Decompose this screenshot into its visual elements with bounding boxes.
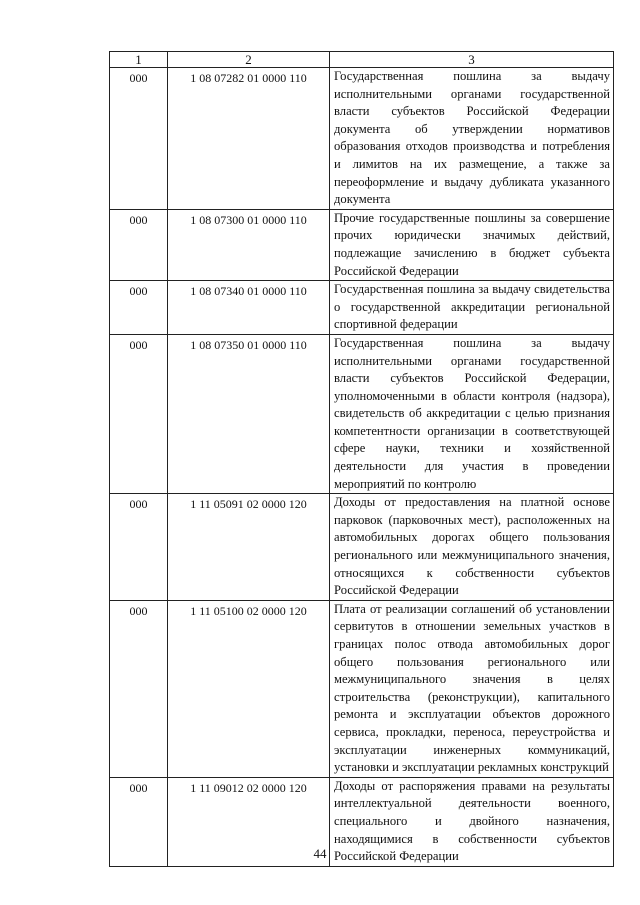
admin-code-cell: 000	[110, 777, 168, 866]
header-row	[110, 52, 614, 68]
revenue-description-cell: Государственная пошлина за выдачу свидетельства о государственной аккредитации региональной спортивной федерации	[330, 281, 614, 335]
revenue-code-cell: 1 11 09012 02 0000 120	[168, 777, 330, 866]
revenue-code-cell: 1 08 07340 01 0000 110	[168, 281, 330, 335]
revenue-code-cell: 1 11 05091 02 0000 120	[168, 494, 330, 601]
admin-code-cell: 000	[110, 334, 168, 493]
table-row	[110, 494, 614, 601]
admin-code-cell: 000	[110, 281, 168, 335]
revenue-code-cell: 1 08 07350 01 0000 110	[168, 334, 330, 493]
column-header: 3	[330, 52, 614, 68]
revenue-description-cell: Доходы от распоряжения правами на результаты интеллектуальной деятельности военного, специального и двойного назначения, находящимися в собственности субъектов Российской Федерации	[330, 777, 614, 866]
revenue-description-cell: Прочие государственные пошлины за совершение прочих юридически значимых действий, подлежащие зачислению в бюджет субъекта Российской Федерации	[330, 209, 614, 280]
revenue-code-cell: 1 11 05100 02 0000 120	[168, 600, 330, 777]
page-number: 44	[313, 846, 327, 861]
column-header: 1	[110, 52, 168, 68]
revenue-description-cell: Доходы от предоставления на платной основе парковок (парковочных мест), расположенных на автомобильных дорогах общего пользования регионального или межмуниципального значения, относящихся к собственности субъектов Российской Федерации	[330, 494, 614, 601]
revenue-description-cell: Государственная пошлина за выдачу исполнительными органами государственной власти субъектов Российской Федерации, уполномоченными в области контроля (надзора), свидетельств об аккредитации с целью признания компетентности организации в соответствующей сфере науки, техники и хозяйственной деятельности для участия в проведении мероприятий по контролю	[330, 334, 614, 493]
table-row	[110, 209, 614, 280]
revenue-code-cell: 1 08 07282 01 0000 110	[168, 68, 330, 210]
admin-code-cell: 000	[110, 68, 168, 210]
admin-code-cell: 000	[110, 209, 168, 280]
column-header: 2	[168, 52, 330, 68]
admin-code-cell: 000	[110, 600, 168, 777]
table-row	[110, 68, 614, 210]
revenue-description-cell: Государственная пошлина за выдачу исполнительными органами государственной власти субъектов Российской Федерации документа об утверждении нормативов образования отходов производства и потребления и лимитов на их размещение, а также за переоформление и выдачу дубликата указанного документа	[330, 68, 614, 210]
revenue-description-cell: Плата от реализации соглашений об установлении сервитутов в отношении земельных участков в границах полос отвода автомобильных дорог общего пользования регионального или межмуниципального значения в целях строительства (реконструкции), капитального ремонта и эксплуатации объектов дорожного сервиса, прокладки, переноса, переустройства и эксплуатации инженерных коммуникаций, установки и эксплуатации рекламных конструкций	[330, 600, 614, 777]
revenue-codes-table	[109, 51, 614, 867]
revenue-code-cell: 1 08 07300 01 0000 110	[168, 209, 330, 280]
admin-code-cell: 000	[110, 494, 168, 601]
table-row	[110, 600, 614, 777]
table-row	[110, 281, 614, 335]
table-row	[110, 334, 614, 493]
